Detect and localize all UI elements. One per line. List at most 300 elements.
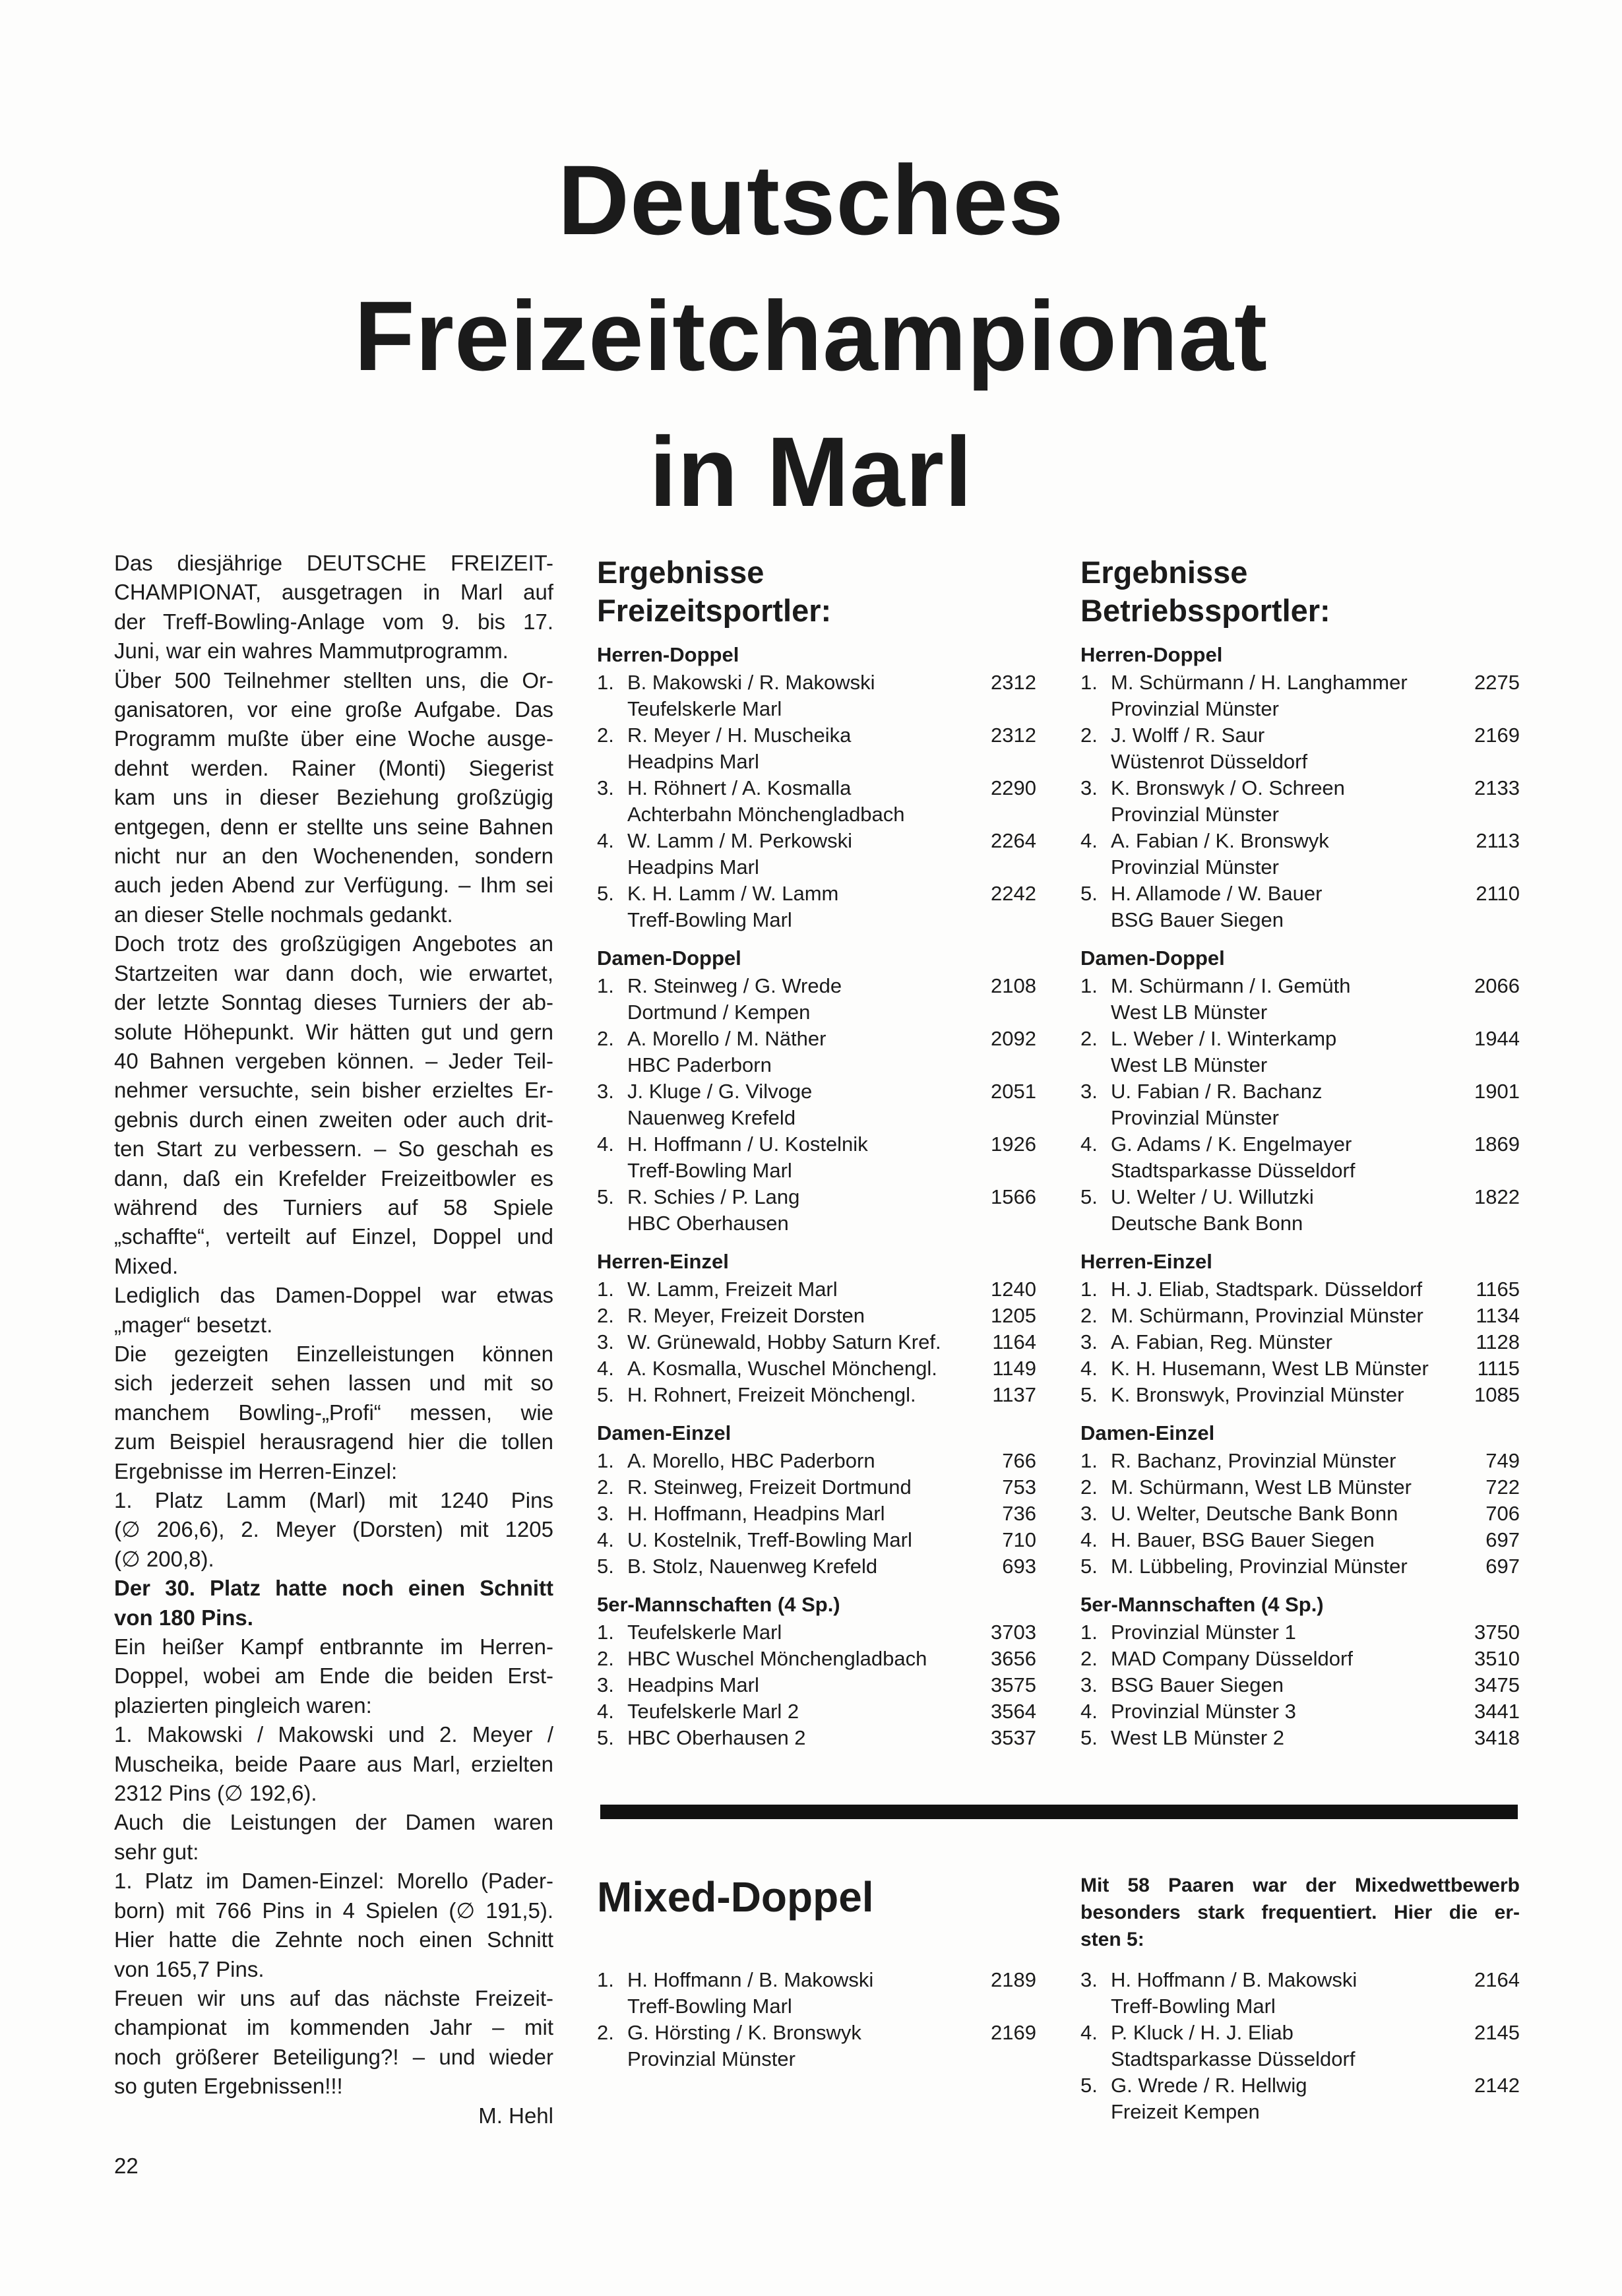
- text-line: von 165,7 Pins.: [114, 1956, 265, 1981]
- rank: 2.: [1080, 1027, 1098, 1050]
- text-line: sten 5:: [1080, 1929, 1144, 1950]
- entry-details: [1111, 1026, 1447, 1078]
- rank: 5.: [1080, 1185, 1098, 1208]
- text-line: der Treff-Bowling-Anlage vom 9. bis 17.: [114, 609, 553, 634]
- results-section: [597, 1590, 1036, 1751]
- rank: 4.: [1080, 829, 1098, 852]
- text-line: Der 30. Platz hatte noch einen Schnitt: [114, 1576, 553, 1601]
- player-names: A. Morello / M. Näther: [627, 1027, 827, 1050]
- section-title: Damen-Doppel: [1080, 946, 1225, 970]
- result-entry: [1080, 1131, 1520, 1184]
- player-names: H. Rohnert, Freizeit Mönchengl.: [627, 1383, 916, 1406]
- text-line: noch größerer Beteiligung?! – und wieder: [114, 2044, 553, 2069]
- text-line: Juni, war ein wahres Mammutprogramm.: [114, 638, 509, 664]
- entry-details: [627, 722, 964, 775]
- club-name: Treff-Bowling Marl: [627, 908, 792, 931]
- rank: 3.: [1080, 1968, 1098, 1991]
- score: 3441: [1474, 1700, 1520, 1723]
- club-name: Headpins Marl: [627, 750, 759, 773]
- score: 766: [1002, 1449, 1036, 1472]
- score: 706: [1485, 1502, 1520, 1525]
- result-entry: [1080, 1303, 1520, 1329]
- entry-details: [627, 1698, 964, 1725]
- results-section: [597, 640, 1036, 933]
- result-entry: [597, 1131, 1036, 1184]
- result-entry: [1080, 1725, 1520, 1751]
- result-entry: [597, 1276, 1036, 1303]
- player-names: U. Kostelnik, Treff-Bowling Marl: [627, 1528, 912, 1551]
- text-line: Startzeiten war dann doch, wie erwartet,: [114, 960, 553, 985]
- text-line: Die gezeigten Einzelleistungen können: [114, 1341, 553, 1366]
- result-entry: [597, 1448, 1036, 1474]
- result-entry: [597, 1329, 1036, 1355]
- club-name: Wüstenrot Düsseldorf: [1111, 750, 1308, 773]
- player-names: L. Weber / I. Winterkamp: [1111, 1027, 1337, 1050]
- text-line: 2312 Pins (∅ 192,6).: [114, 1781, 317, 1806]
- text-line: Ergebnisse im Herren-Einzel:: [114, 1458, 398, 1483]
- score: 1115: [1477, 1357, 1520, 1380]
- text-line: entgegen, denn er stellte uns seine Bahnen: [114, 814, 553, 839]
- rank: 4.: [597, 1357, 614, 1380]
- player-names: R. Steinweg, Freizeit Dortmund: [627, 1475, 912, 1499]
- heading-line: Betriebssportler:: [1080, 593, 1330, 628]
- entry-details: [627, 669, 964, 722]
- score: 3703: [991, 1621, 1036, 1644]
- text-line: während des Turniers auf 58 Spiele: [114, 1195, 553, 1220]
- result-entry: [597, 1646, 1036, 1672]
- rank: 4.: [1080, 1357, 1098, 1380]
- score: 1164: [992, 1330, 1036, 1353]
- section-title: 5er-Mannschaften (4 Sp.): [1080, 1593, 1324, 1616]
- rank: 5.: [597, 882, 614, 905]
- player-names: Teufelskerle Marl 2: [627, 1700, 799, 1723]
- score: 2169: [991, 2021, 1036, 2044]
- result-entry: [597, 1355, 1036, 1382]
- text-line: „mager“ besetzt.: [114, 1312, 273, 1337]
- results-freizeitsportler: [597, 553, 1036, 1751]
- player-names: W. Lamm / M. Perkowski: [627, 829, 853, 852]
- score: 2051: [991, 1080, 1036, 1103]
- score: 693: [1002, 1555, 1036, 1578]
- text-line: nehmer versuchte, sein bisher erzieltes Er-: [114, 1078, 553, 1103]
- result-entry: [1080, 1553, 1520, 1580]
- result-entry: [597, 669, 1036, 722]
- entry-details: [1111, 1553, 1447, 1580]
- player-names: R. Bachanz, Provinzial Münster: [1111, 1449, 1396, 1472]
- rank: 5.: [1080, 1726, 1098, 1749]
- result-entry: [597, 722, 1036, 775]
- article-body: [114, 549, 553, 2130]
- score: 1149: [992, 1357, 1036, 1380]
- entry-details: [1111, 1698, 1447, 1725]
- entry-details: [1111, 1501, 1447, 1527]
- rank: 5.: [597, 1185, 614, 1208]
- results-section: [1080, 1419, 1520, 1580]
- entry-details: [1111, 1672, 1447, 1698]
- player-names: H. Bauer, BSG Bauer Siegen: [1111, 1528, 1375, 1551]
- article-paragraph: [114, 1574, 553, 1632]
- score: 1128: [1476, 1330, 1520, 1353]
- text-line: (∅ 206,6), 2. Meyer (Dorsten) mit 1205: [114, 1517, 553, 1542]
- result-entry: [597, 1303, 1036, 1329]
- entry-details: [1111, 1078, 1447, 1131]
- rank: 5.: [597, 1726, 614, 1749]
- player-names: A. Fabian / K. Bronswyk: [1111, 829, 1329, 852]
- entry-details: [627, 881, 964, 933]
- result-entry: [1080, 1382, 1520, 1408]
- text-line: Das diesjährige DEUTSCHE FREIZEIT-: [114, 551, 553, 575]
- score: 2164: [1474, 1968, 1520, 1991]
- player-names: A. Fabian, Reg. Münster: [1111, 1330, 1332, 1353]
- club-name: Provinzial Münster: [1111, 697, 1279, 720]
- text-line: 40 Bahnen vergeben können. – Jeder Teil-: [114, 1048, 553, 1073]
- result-entry: [1080, 1501, 1520, 1527]
- mixed-intro-text: [1080, 1872, 1520, 1953]
- rank: 4.: [1080, 1132, 1098, 1156]
- player-names: R. Schies / P. Lang: [627, 1185, 800, 1208]
- player-names: Headpins Marl: [627, 1673, 759, 1696]
- club-name: West LB Münster: [1111, 1001, 1268, 1024]
- result-entry: [1080, 1184, 1520, 1237]
- score: 1165: [1476, 1278, 1520, 1301]
- entry-details: [627, 1725, 964, 1751]
- rank: 2.: [597, 1304, 614, 1327]
- player-names: G. Wrede / R. Hellwig: [1111, 2074, 1307, 2097]
- rank: 3.: [597, 776, 614, 799]
- score: 2264: [991, 829, 1036, 852]
- score: 2113: [1476, 829, 1520, 852]
- title-line: Deutsches: [557, 144, 1065, 255]
- entry-details: [627, 1382, 964, 1408]
- score: 1822: [1474, 1185, 1520, 1208]
- player-names: U. Welter / U. Willutzki: [1111, 1185, 1314, 1208]
- rank: 1.: [597, 1449, 614, 1472]
- rank: 2.: [597, 1475, 614, 1499]
- results-sections: [597, 640, 1036, 1751]
- rank: 1.: [1080, 1449, 1098, 1472]
- rank: 4.: [597, 1700, 614, 1723]
- text-line: manchem Bowling-„Profi“ messen, wie: [114, 1400, 553, 1425]
- club-name: Achterbahn Mönchengladbach: [627, 803, 905, 826]
- result-entry: [1080, 1276, 1520, 1303]
- results-betriebssportler: [1080, 553, 1520, 1751]
- result-entry: [597, 1382, 1036, 1408]
- entry-details: [1111, 1131, 1447, 1184]
- mixed-results-left: [597, 1967, 1036, 2072]
- entry-details: [627, 1527, 964, 1553]
- player-names: K. H. Lamm / W. Lamm: [627, 882, 839, 905]
- rank: 2.: [1080, 1304, 1098, 1327]
- section-title: Herren-Einzel: [1080, 1250, 1212, 1273]
- entry-details: [627, 2020, 964, 2072]
- player-names: BSG Bauer Siegen: [1111, 1673, 1284, 1696]
- entry-details: [627, 973, 964, 1026]
- entry-details: [1111, 722, 1447, 775]
- text-line: dehnt werden. Rainer (Monti) Siegerist: [114, 755, 553, 780]
- entry-details: [627, 1329, 964, 1355]
- section-title: Herren-Doppel: [597, 643, 739, 666]
- entry-details: [1111, 1303, 1447, 1329]
- text-line: Muscheika, beide Paare aus Marl, erzielten: [114, 1751, 553, 1776]
- player-names: M. Schürmann / I. Gemüth: [1111, 974, 1351, 997]
- text-line: (∅ 200,8).: [114, 1546, 214, 1571]
- club-name: West LB Münster: [1111, 1053, 1268, 1076]
- entry-details: [1111, 973, 1447, 1026]
- rank: 1.: [597, 1621, 614, 1644]
- rank: 1.: [597, 671, 614, 694]
- text-line: so guten Ergebnissen!!!: [114, 2074, 343, 2099]
- result-entry: [597, 973, 1036, 1026]
- text-line: Über 500 Teilnehmer stellten uns, die Or-: [114, 667, 553, 693]
- player-names: K. Bronswyk / O. Schreen: [1111, 776, 1345, 799]
- rank: 3.: [1080, 1502, 1098, 1525]
- result-entry: [1080, 1448, 1520, 1474]
- article-paragraph: [114, 1340, 553, 1486]
- player-names: R. Meyer, Freizeit Dorsten: [627, 1304, 865, 1327]
- result-entry: [1080, 1698, 1520, 1725]
- entry-details: [1111, 881, 1447, 933]
- player-names: U. Fabian / R. Bachanz: [1111, 1080, 1323, 1103]
- rank: 1.: [1080, 974, 1098, 997]
- score: 697: [1485, 1528, 1520, 1551]
- result-entry: [1080, 1474, 1520, 1501]
- result-entry: [1080, 828, 1520, 881]
- club-name: Provinzial Münster: [1111, 1106, 1279, 1129]
- player-names: MAD Company Düsseldorf: [1111, 1647, 1353, 1670]
- player-names: R. Meyer / H. Muscheika: [627, 724, 852, 747]
- section-title: 5er-Mannschaften (4 Sp.): [597, 1593, 840, 1616]
- result-entry: [597, 1619, 1036, 1646]
- player-names: K. Bronswyk, Provinzial Münster: [1111, 1383, 1404, 1406]
- entry-details: [1111, 2072, 1447, 2125]
- article-paragraph: [114, 1867, 553, 1984]
- entry-details: [1111, 1725, 1447, 1751]
- entry-details: [627, 1501, 964, 1527]
- entry-details: [627, 1026, 964, 1078]
- club-name: Provinzial Münster: [1111, 855, 1279, 879]
- score: 1137: [992, 1383, 1036, 1406]
- player-names: Teufelskerle Marl: [627, 1621, 782, 1644]
- result-entry: [1080, 1078, 1520, 1131]
- entry-details: [627, 1967, 964, 2020]
- rank: 5.: [1080, 2074, 1098, 2097]
- rank: 3.: [597, 1330, 614, 1353]
- score: 1566: [991, 1185, 1036, 1208]
- club-name: BSG Bauer Siegen: [1111, 908, 1284, 931]
- entry-details: [1111, 1527, 1447, 1553]
- club-name: Freizeit Kempen: [1111, 2100, 1260, 2123]
- text-line: 1. Platz im Damen-Einzel: Morello (Pader-: [114, 1869, 553, 1894]
- player-names: W. Lamm, Freizeit Marl: [627, 1278, 838, 1301]
- article-paragraph: [114, 929, 553, 1281]
- text-line: ten Start zu verbessern. – So geschah es: [114, 1136, 553, 1162]
- result-entry: [597, 1725, 1036, 1751]
- player-names: K. H. Husemann, West LB Münster: [1111, 1357, 1429, 1380]
- score: 2242: [991, 882, 1036, 905]
- entry-details: [627, 1474, 964, 1501]
- article-paragraph: [114, 549, 553, 666]
- rank: 4.: [1080, 1700, 1098, 1723]
- page-number: 22: [114, 2154, 139, 2178]
- text-line: Freuen wir uns auf das nächste Freizeit-: [114, 1985, 553, 2010]
- result-entry: [1080, 1355, 1520, 1382]
- result-entry: [597, 1527, 1036, 1553]
- score: 2312: [991, 724, 1036, 747]
- player-names: B. Makowski / R. Makowski: [627, 671, 875, 694]
- entry-details: [627, 1553, 964, 1580]
- player-names: H. Röhnert / A. Kosmalla: [627, 776, 852, 799]
- text-line: CHAMPIONAT, ausgetragen in Marl auf: [114, 580, 553, 605]
- result-entry: [1080, 881, 1520, 933]
- article-paragraph: [114, 1281, 553, 1340]
- score: 2142: [1474, 2074, 1520, 2097]
- results-section: [597, 1247, 1036, 1408]
- player-names: J. Wolff / R. Saur: [1111, 724, 1265, 747]
- rank: 3.: [597, 1502, 614, 1525]
- rank: 3.: [1080, 1080, 1098, 1103]
- score: 710: [1002, 1528, 1036, 1551]
- player-names: M. Schürmann / H. Langhammer: [1111, 671, 1408, 694]
- text-line: besonders stark frequentiert. Hier die er-: [1080, 1902, 1520, 1923]
- score: 1085: [1474, 1383, 1520, 1406]
- result-entry: [1080, 973, 1520, 1026]
- club-name: Dortmund / Kempen: [627, 1001, 811, 1024]
- player-names: Provinzial Münster 3: [1111, 1700, 1296, 1723]
- player-names: A. Morello, HBC Paderborn: [627, 1449, 875, 1472]
- rank: 5.: [1080, 882, 1098, 905]
- score: 722: [1485, 1475, 1520, 1499]
- entry-details: [1111, 1474, 1447, 1501]
- entry-details: [1111, 1355, 1447, 1382]
- text-line: Hier hatte die Zehnte noch einen Schnitt: [114, 1927, 553, 1952]
- rank: 1.: [1080, 671, 1098, 694]
- score: 2275: [1474, 671, 1520, 694]
- rank: 2.: [1080, 724, 1098, 747]
- rank: 1.: [597, 974, 614, 997]
- rank: 3.: [597, 1080, 614, 1103]
- club-name: Teufelskerle Marl: [627, 697, 782, 720]
- club-name: Treff-Bowling Marl: [1111, 1995, 1276, 2018]
- results-sections: [1080, 640, 1520, 1751]
- mixed-doppel-heading: Mixed-Doppel: [597, 1873, 874, 1921]
- score: 2110: [1476, 882, 1520, 905]
- club-name: Treff-Bowling Marl: [627, 1995, 792, 2018]
- divider-bar: [600, 1805, 1518, 1819]
- score: 3564: [991, 1700, 1036, 1723]
- result-entry: [1080, 775, 1520, 828]
- score: 753: [1002, 1475, 1036, 1499]
- rank: 3.: [1080, 1673, 1098, 1696]
- text-line: „schaffte“, verteilt auf Einzel, Doppel und: [114, 1224, 553, 1249]
- player-names: M. Schürmann, Provinzial Münster: [1111, 1304, 1423, 1327]
- player-names: H. Allamode / W. Bauer: [1111, 882, 1323, 905]
- text-line: der letzte Sonntag dieses Turniers der ab-: [114, 990, 553, 1015]
- text-line: Doppel, wobei am Ende die beiden Erst-: [114, 1663, 553, 1689]
- text-line: championat im kommenden Jahr – mit: [114, 2015, 553, 2040]
- club-name: Stadtsparkasse Düsseldorf: [1111, 2047, 1356, 2070]
- rank: 1.: [1080, 1621, 1098, 1644]
- rank: 4.: [1080, 1528, 1098, 1551]
- article-title: [0, 132, 1622, 540]
- rank: 4.: [597, 829, 614, 852]
- club-name: Treff-Bowling Marl: [627, 1159, 792, 1182]
- results-section: [1080, 944, 1520, 1237]
- entry-details: [1111, 1967, 1447, 2020]
- club-name: HBC Oberhausen: [627, 1212, 789, 1235]
- club-name: Provinzial Münster: [1111, 803, 1279, 826]
- rank: 5.: [1080, 1555, 1098, 1578]
- entry-details: [1111, 1184, 1447, 1237]
- text-line: Doch trotz des großzügigen Angebotes an: [114, 931, 553, 956]
- text-line: zum Beispiel herausragend hier die tollen: [114, 1429, 553, 1454]
- text-line: nicht nur an den Wochenenden, sondern: [114, 844, 553, 869]
- player-names: H. J. Eliab, Stadtspark. Düsseldorf: [1111, 1278, 1423, 1301]
- player-names: G. Hörsting / K. Bronswyk: [627, 2021, 861, 2044]
- player-names: HBC Wuschel Mönchengladbach: [627, 1647, 927, 1670]
- article-paragraph: [114, 666, 553, 930]
- result-entry: [1080, 1672, 1520, 1698]
- player-names: M. Schürmann, West LB Münster: [1111, 1475, 1412, 1499]
- article-paragraph: [114, 1720, 553, 1808]
- entry-details: [627, 1131, 964, 1184]
- text-line: ganisatoren, vor eine große Aufgabe. Das: [114, 697, 553, 722]
- title-line: Freizeitchampionat: [354, 280, 1268, 391]
- entry-details: [1111, 2020, 1447, 2072]
- result-entry: [597, 1553, 1036, 1580]
- rank: 5.: [1080, 1383, 1098, 1406]
- text-line: Mit 58 Paaren war der Mixedwettbewerb: [1080, 1875, 1520, 1896]
- entry-details: [627, 828, 964, 881]
- entry-details: [1111, 1646, 1447, 1672]
- result-entry: [597, 1698, 1036, 1725]
- player-names: J. Kluge / G. Vilvoge: [627, 1080, 813, 1103]
- heading-line: Freizeitsportler:: [597, 593, 832, 628]
- rank: 2.: [597, 724, 614, 747]
- entry-details: [627, 1276, 964, 1303]
- entry-details: [627, 1184, 964, 1237]
- score: 749: [1485, 1449, 1520, 1472]
- score: 1134: [1476, 1304, 1520, 1327]
- score: 2133: [1474, 776, 1520, 799]
- score: 1205: [991, 1304, 1036, 1327]
- player-names: B. Stolz, Nauenweg Krefeld: [627, 1555, 878, 1578]
- score: 3537: [991, 1726, 1036, 1749]
- rank: 1.: [1080, 1278, 1098, 1301]
- score: 2145: [1474, 2021, 1520, 2044]
- score: 736: [1002, 1502, 1036, 1525]
- entry-details: [627, 775, 964, 828]
- rank: 2.: [1080, 1647, 1098, 1670]
- result-entry: [1080, 722, 1520, 775]
- entry-details: [627, 1646, 964, 1672]
- section-title: Damen-Einzel: [597, 1421, 732, 1444]
- player-names: W. Grünewald, Hobby Saturn Kref.: [627, 1330, 941, 1353]
- player-names: R. Steinweg / G. Wrede: [627, 974, 842, 997]
- score: 2108: [991, 974, 1036, 997]
- heading-line: Ergebnisse: [1080, 555, 1248, 590]
- club-name: Headpins Marl: [627, 855, 759, 879]
- score: 2189: [991, 1968, 1036, 1991]
- player-names: H. Hoffmann / B. Makowski: [1111, 1968, 1357, 1991]
- entry-details: [1111, 1619, 1447, 1646]
- score: 2066: [1474, 974, 1520, 997]
- entry-details: [1111, 1329, 1447, 1355]
- rank: 2.: [597, 1647, 614, 1670]
- entry-details: [627, 1672, 964, 1698]
- score: 2092: [991, 1027, 1036, 1050]
- results-section: [1080, 640, 1520, 933]
- result-entry: [1080, 2072, 1520, 2125]
